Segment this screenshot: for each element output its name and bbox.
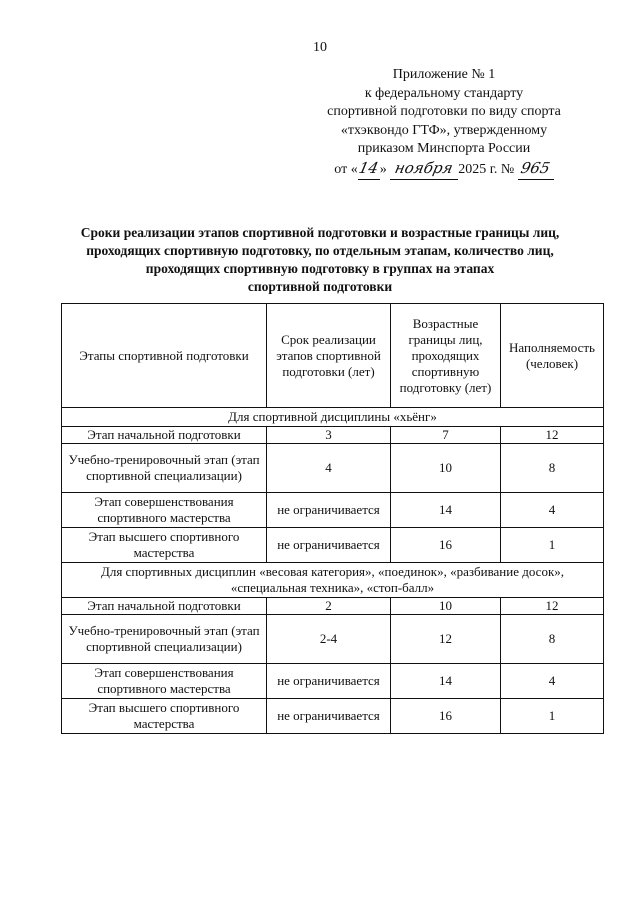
cell-capacity: 4 [501, 493, 604, 528]
cell-age: 10 [391, 444, 501, 493]
cell-stage: Этап начальной подготовки [62, 598, 267, 615]
cell-duration: 2 [267, 598, 391, 615]
cell-duration: 2-4 [267, 615, 391, 664]
title-line: спортивной подготовки [247, 279, 393, 294]
table-row [62, 493, 604, 528]
cell-capacity: 12 [501, 598, 604, 615]
order-date-line [294, 159, 594, 181]
cell-duration: не ограничивается [267, 699, 391, 734]
cell-stage: Этап начальной подготовки [62, 427, 267, 444]
order-mid: » [379, 161, 387, 177]
cell-age: 16 [391, 528, 501, 563]
order-month-handwritten: ноября [393, 158, 455, 177]
cell-capacity: 12 [501, 427, 604, 444]
cell-stage: Учебно-тренировочный этап (этап спортивной специализации) [62, 444, 267, 493]
table-row [62, 528, 604, 563]
cell-capacity: 1 [501, 699, 604, 734]
cell-capacity: 1 [501, 528, 604, 563]
table-row [62, 615, 604, 664]
table-header-row [62, 304, 604, 408]
order-prefix: от « [334, 161, 358, 177]
cell-stage: Этап высшего спортивного мастерства [62, 528, 267, 563]
cell-age: 14 [391, 664, 501, 699]
header-age: Возрастные границы лиц, проходящих спортивную подготовку (лет) [391, 304, 501, 408]
order-year: 2025 г. № [458, 161, 515, 177]
cell-age: 16 [391, 699, 501, 734]
appendix-line: Приложение № 1 [392, 67, 496, 82]
table-row [62, 598, 604, 615]
table-row [62, 699, 604, 734]
header-duration: Срок реализации этапов спортивной подготовки (лет) [267, 304, 391, 408]
cell-duration: не ограничивается [267, 528, 391, 563]
cell-stage: Этап совершенствования спортивного мастерства [62, 493, 267, 528]
title-line: проходящих спортивную подготовку, по отдельным этапам, количество лиц, [86, 243, 554, 258]
appendix-line: «тхэквондо ГТФ», утвержденному [340, 122, 548, 138]
stages-table [61, 303, 604, 734]
section-row [62, 408, 604, 427]
order-number-handwritten: 965 [519, 158, 553, 177]
order-day-handwritten: 14 [357, 158, 381, 177]
section-title: Для спортивной дисциплины «хьёнг» [62, 408, 604, 427]
page-number: 10 [313, 40, 327, 55]
table-row [62, 664, 604, 699]
document-title [60, 224, 580, 296]
title-line: Сроки реализации этапов спортивной подготовки и возрастные границы лиц, [80, 225, 560, 240]
header-capacity: Наполняемость (человек) [501, 304, 604, 408]
table-row [62, 427, 604, 444]
cell-stage: Этап совершенствования спортивного мастерства [62, 664, 267, 699]
section-row [62, 563, 604, 598]
section-title: Для спортивных дисциплин «весовая категория», «поединок», «разбивание досок», «специальная техника», «стоп-балл» [62, 563, 604, 598]
cell-duration: не ограничивается [267, 493, 391, 528]
header-stages: Этапы спортивной подготовки [62, 304, 267, 408]
cell-stage: Этап высшего спортивного мастерства [62, 699, 267, 734]
cell-stage: Учебно-тренировочный этап (этап спортивной специализации) [62, 615, 267, 664]
title-line: проходящих спортивную подготовку в группах на этапах [145, 261, 495, 276]
cell-duration: не ограничивается [267, 664, 391, 699]
cell-capacity: 8 [501, 444, 604, 493]
cell-duration: 4 [267, 444, 391, 493]
cell-age: 10 [391, 598, 501, 615]
cell-capacity: 4 [501, 664, 604, 699]
appendix-line: к федеральному стандарту [364, 85, 524, 101]
appendix-line: спортивной подготовки по виду спорта [327, 104, 561, 119]
appendix-block [294, 66, 594, 180]
cell-age: 7 [391, 427, 501, 444]
table-row [62, 444, 604, 493]
cell-duration: 3 [267, 427, 391, 444]
cell-capacity: 8 [501, 615, 604, 664]
cell-age: 14 [391, 493, 501, 528]
appendix-line: приказом Минспорта России [357, 141, 531, 156]
cell-age: 12 [391, 615, 501, 664]
